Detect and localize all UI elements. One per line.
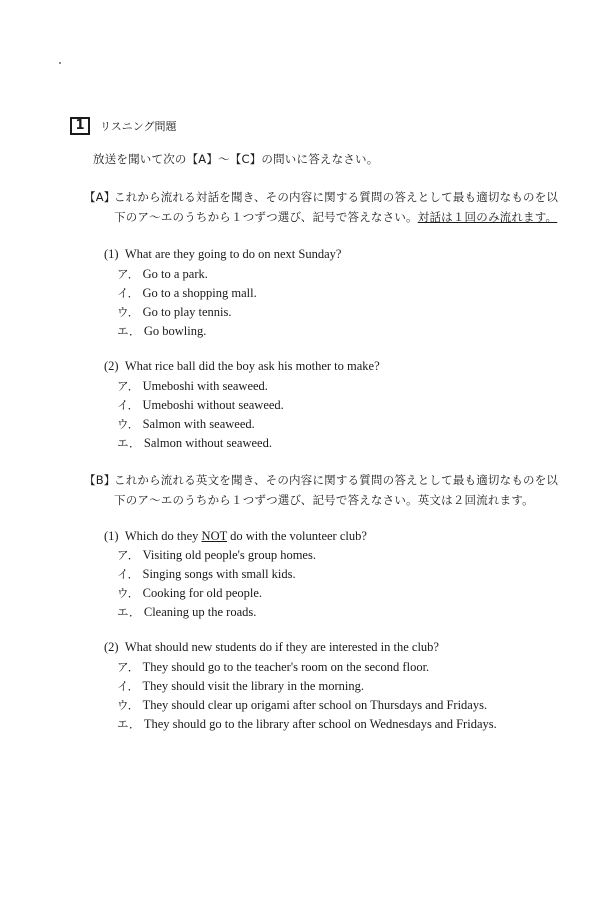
choice-a2-u: ウ． Salmon with seaweed.: [117, 417, 255, 431]
question-number-label: (1): [104, 247, 119, 261]
choice-b1-e: エ． Cleaning up the roads.: [117, 605, 257, 619]
section-a-instruction-line1: これから流れる対話を聞き、その内容に関する質問の答えとして最も適切なものを以: [114, 190, 559, 204]
choice-a1-a: ア． Go to a park.: [117, 267, 208, 281]
choice-b2-i: イ． They should visit the library in the morning.: [117, 679, 364, 693]
question-number-label: (2): [104, 640, 119, 654]
scan-speck: [59, 62, 61, 64]
choice-a1-e: エ． Go bowling.: [117, 324, 207, 338]
choice-b2-a: ア． They should go to the teacher's room on the second floor.: [117, 660, 430, 674]
section-a-instruction-plain: 下のア～エのうちから１つずつ選び、記号で答えなさい。: [114, 210, 418, 224]
intro-instruction: 放送を聞いて次の【A】～【C】の問いに答えなさい。: [93, 152, 379, 166]
section-a-label: 【A】: [84, 190, 116, 204]
question-b2: [104, 640, 439, 655]
question-number-label: (2): [104, 359, 119, 373]
choice-b2-e: エ． They should go to the library after school on Wednesdays and Fridays.: [117, 717, 497, 731]
section-a-instruction-underlined: 対話は１回のみ流れます。: [417, 210, 558, 224]
question-a2: [104, 359, 380, 374]
question-a1: [104, 247, 341, 262]
choice-b1-a: ア． Visiting old people's group homes.: [117, 548, 316, 562]
choice-b2-u: ウ． They should clear up origami after school on Thursdays and Fridays.: [117, 698, 488, 712]
choice-b1-u: ウ． Cooking for old people.: [117, 586, 263, 600]
choice-a2-i: イ． Umeboshi without seaweed.: [117, 398, 284, 412]
question-b1: (1) Which do they NOT do with the volunteer club?: [104, 529, 367, 543]
question-number-box: [70, 117, 90, 135]
section-b-instruction-line1: これから流れる英文を聞き、その内容に関する質問の答えとして最も適切なものを以: [114, 473, 559, 487]
choice-a2-e: エ． Salmon without seaweed.: [117, 436, 272, 450]
choice-a1-u: ウ． Go to play tennis.: [117, 305, 232, 319]
section-b-label: 【B】: [84, 473, 116, 487]
section-a-instruction-line2: [114, 209, 557, 225]
question-text: What are they going to do on next Sunday?: [124, 247, 342, 261]
question-text: What should new students do if they are interested in the club?: [124, 640, 439, 654]
question-title: リスニング問題: [100, 120, 177, 133]
section-b-instruction-line2: 下のア～エのうちから１つずつ選び、記号で答えなさい。英文は２回流れます。: [114, 493, 534, 507]
question-number-label: (1): [104, 529, 119, 543]
question-text: What rice ball did the boy ask his mother to make?: [124, 359, 380, 373]
question-number: 1: [75, 118, 85, 133]
choice-a2-a: ア． Umeboshi with seaweed.: [117, 379, 268, 393]
choice-b1-i: イ． Singing songs with small kids.: [117, 567, 296, 581]
choice-a1-i: イ． Go to a shopping mall.: [117, 286, 257, 300]
emphasis-not: NOT: [201, 529, 228, 543]
